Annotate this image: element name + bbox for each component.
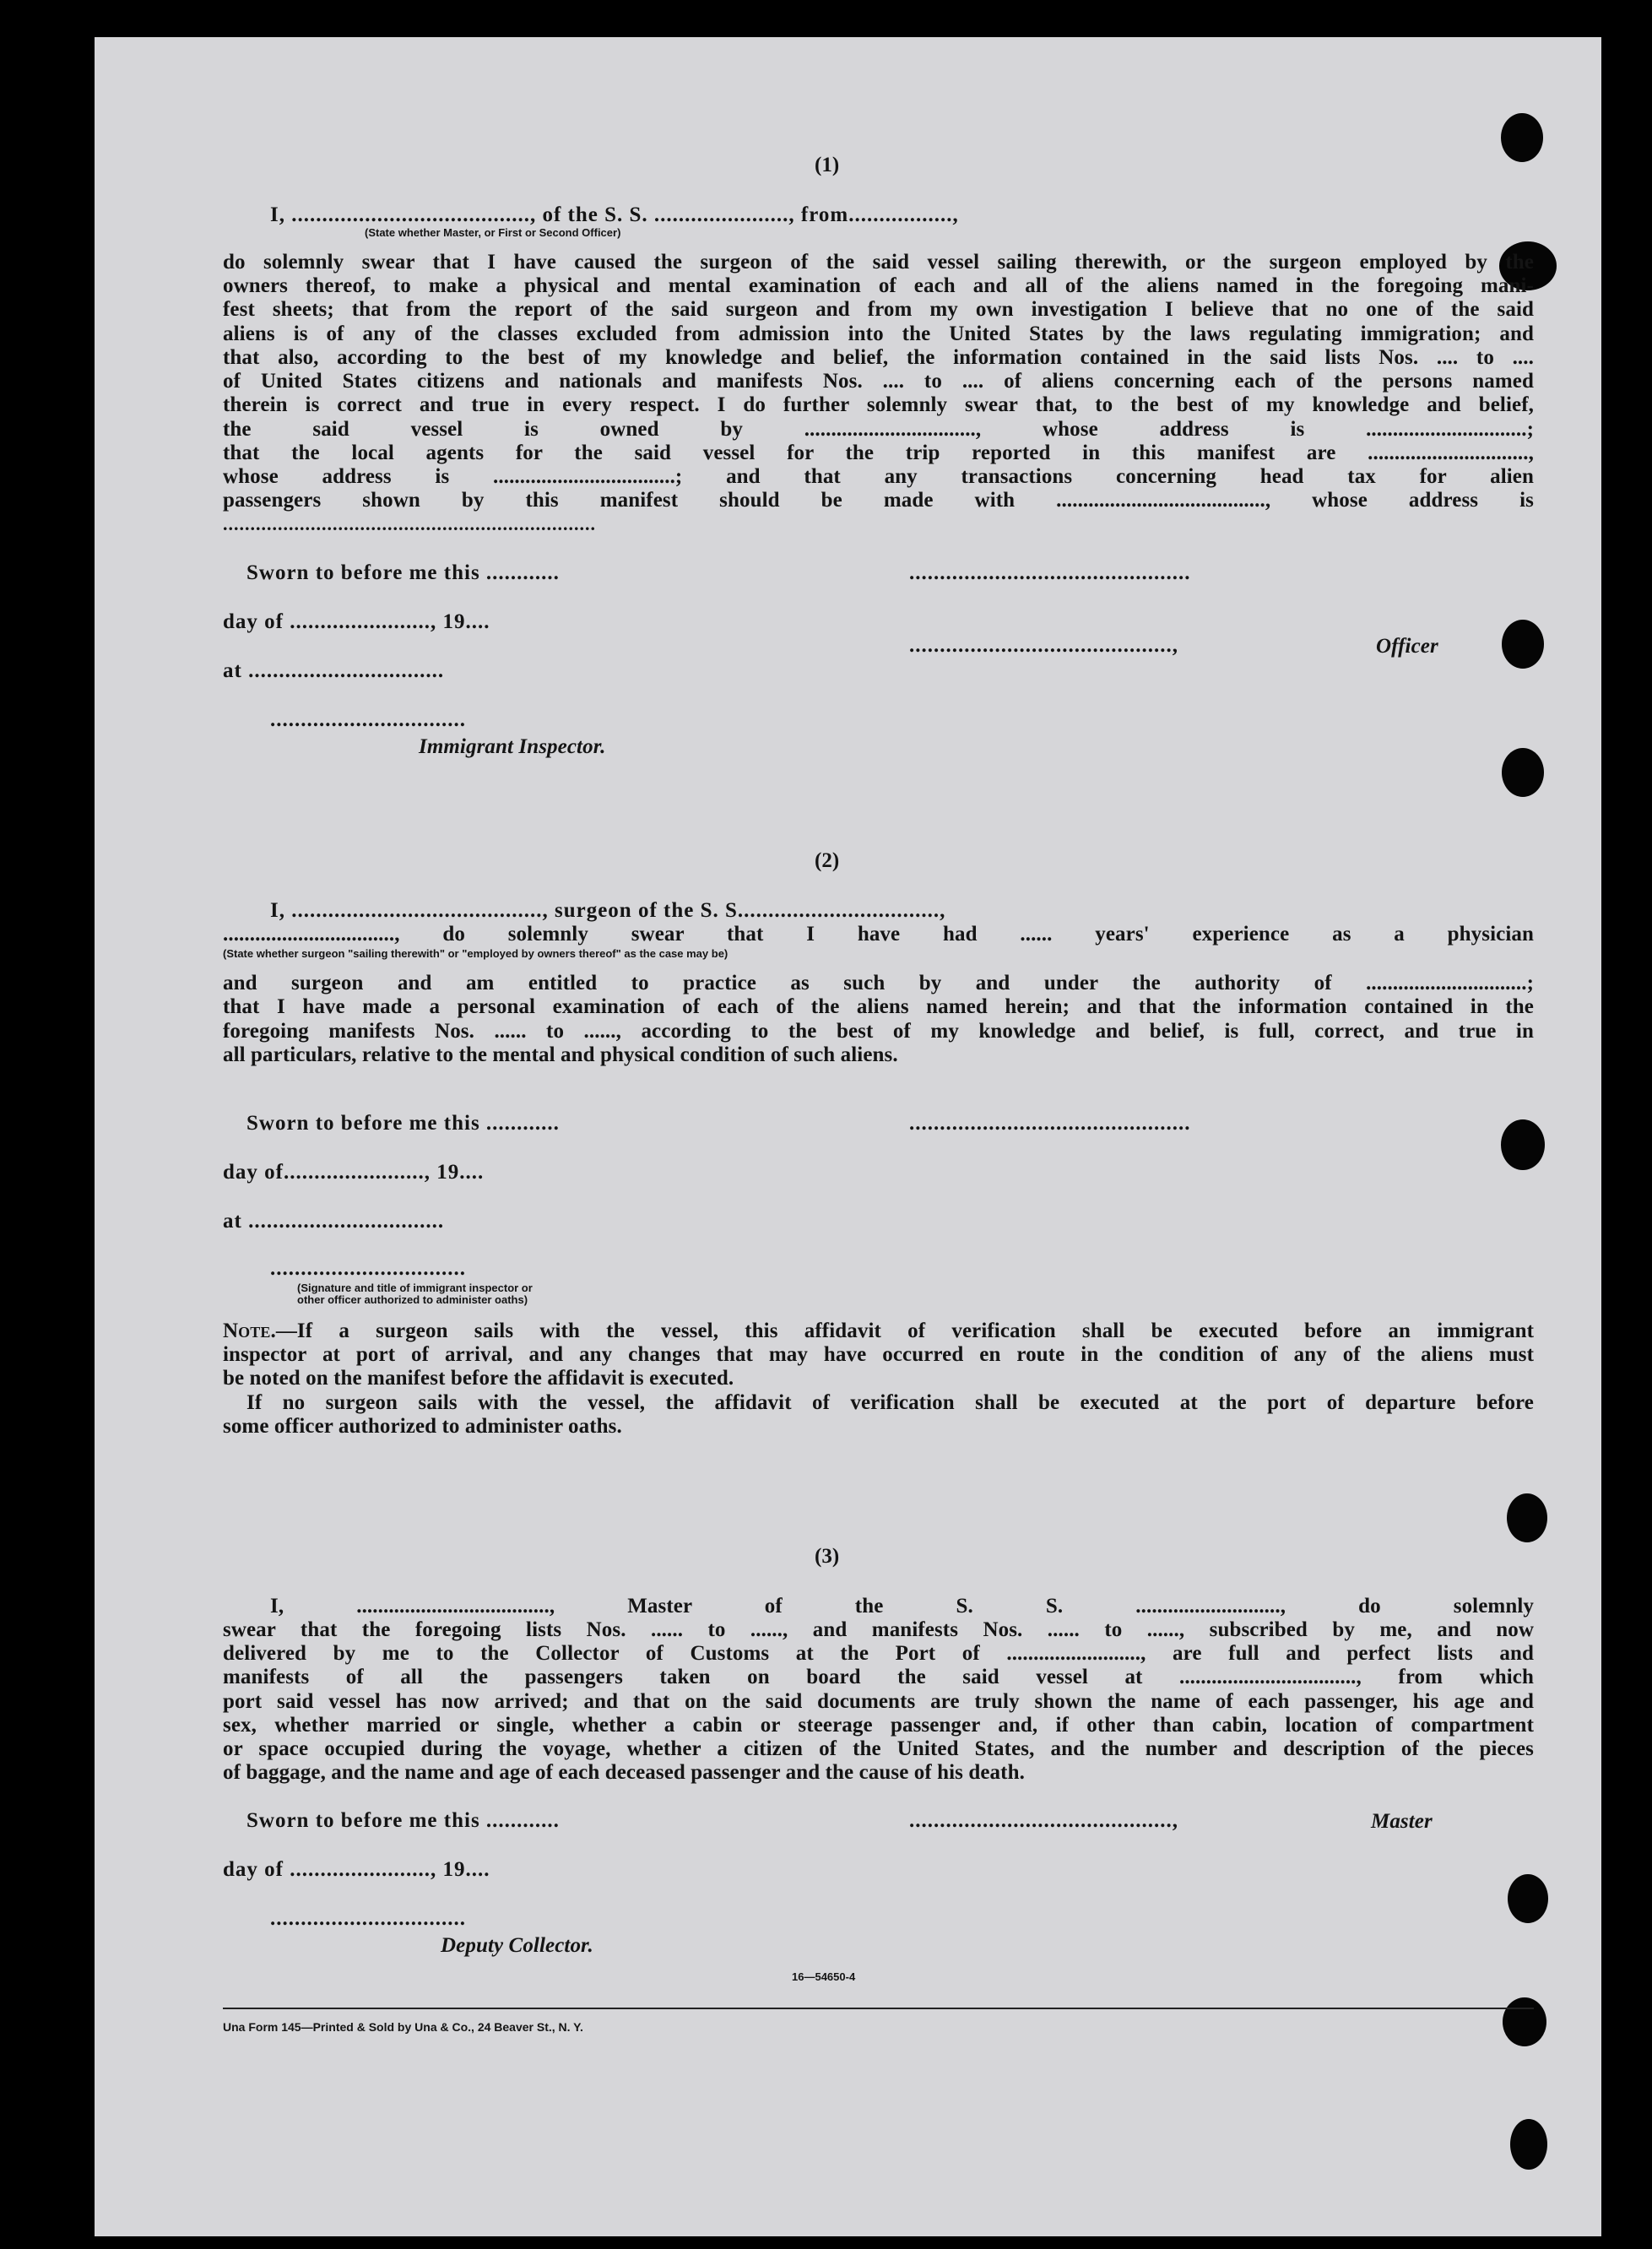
section-1-sworn: Sworn to before me this ............: [246, 561, 560, 584]
section-1-officer-dots: ...........................................,: [909, 634, 1178, 657]
body-line: do solemnly swear that I have caused the surgeon of the said vessel sailing therewith, or the surgeon employed by the: [223, 251, 1534, 274]
body-line: of baggage, and the name and age of each deceased passenger and the cause of his death.: [223, 1761, 1025, 1784]
section-1-number: (1): [815, 154, 840, 176]
body-line: ....................................................................: [223, 513, 596, 534]
body-line: passengers shown by this manifest should be made with ......................................., whose address is: [223, 489, 1534, 512]
section-2-surgeon-note: (State whether surgeon "sailing therewith" or "employed by owners thereof" as the case may be): [223, 947, 729, 960]
note-line: [223, 1319, 1534, 1343]
body-line: that also, according to the best of my knowledge and belief, the information contained in the said lists Nos. .... to ....: [223, 346, 1534, 369]
binder-hole: [1508, 1874, 1548, 1923]
section-2-sworn: Sworn to before me this ............: [246, 1112, 560, 1135]
note-line: If no surgeon sails with the vessel, the affidavit of verification shall be executed at the port of departure before: [246, 1391, 1534, 1414]
section-3-number: (3): [815, 1545, 840, 1568]
binder-hole: [1503, 1997, 1546, 2046]
section-1-master-note: (State whether Master, or First or Second Officer): [365, 226, 621, 239]
binder-hole: [1507, 1493, 1547, 1542]
body-line: and surgeon and am entitled to practice as such by and under the authority of ..............................;: [223, 972, 1534, 994]
section-2-day: day of......................., 19....: [223, 1161, 485, 1184]
section-3-sworn: Sworn to before me this ............: [246, 1809, 560, 1832]
manifest-page: [95, 37, 1601, 2236]
body-line: port said vessel has now arrived; and that on the said documents are truly shown the name of each passenger, his age and: [223, 1690, 1534, 1713]
body-line: fest sheets; that from the report of the said surgeon and from my own investigation I believe that no one of the said: [223, 298, 1534, 321]
section-1-officer-label: Officer: [1376, 635, 1438, 658]
section-2-at: at ................................: [223, 1210, 445, 1233]
section-1-line-1: I, ......................................., of the S. S. ......................, from.................,: [270, 203, 959, 226]
section-3-collector-label: Deputy Collector.: [441, 1934, 593, 1957]
section-3-master-label: Master: [1371, 1810, 1433, 1833]
note-text: —If a surgeon sails with the vessel, this affidavit of verification shall be executed before an immigrant: [275, 1320, 1534, 1342]
body-line: owners thereof, to make a physical and mental examination of each and all of the aliens named in the foregoing mani-: [223, 274, 1534, 297]
section-1-inspector-label: Immigrant Inspector.: [419, 735, 606, 758]
section-3-line-1: I, ...................................., Master of the S. S. ..........................., do solemnly: [270, 1595, 1534, 1618]
section-1-signature-dots: ..............................................: [909, 561, 1191, 584]
binder-hole: [1510, 2119, 1547, 2170]
section-2-signature-note: (Signature and title of immigrant inspector or: [297, 1282, 533, 1294]
section-3-collector-dots: ................................: [270, 1907, 466, 1930]
section-1-day: day of ......................., 19....: [223, 610, 490, 633]
body-line: delivered by me to the Collector of Customs at the Port of ........................., are full and perfect lists and: [223, 1642, 1534, 1665]
body-line: aliens is of any of the classes excluded from admission into the United States by the laws regulating immigration; and: [223, 322, 1534, 345]
binder-hole: [1501, 113, 1543, 162]
section-2-signature-note: other officer authorized to administer oaths): [297, 1293, 528, 1306]
footer-rule: [223, 2008, 1534, 2009]
body-line: therein is correct and true in every respect. I do further solemnly swear that, to the best of my knowledge and belief,: [223, 393, 1534, 416]
body-line: or space occupied during the voyage, whether a citizen of the United States, and the number and description of the pieces: [223, 1737, 1534, 1760]
body-line: foregoing manifests Nos. ...... to ......, according to the best of my knowledge and belief, is full, correct, and true in: [223, 1020, 1534, 1043]
section-2-number: (2): [815, 849, 840, 872]
section-2-signature-line: ................................: [270, 1257, 466, 1280]
body-line: sex, whether married or single, whether a cabin or steerage passenger and, if other than cabin, location of compartment: [223, 1714, 1534, 1737]
body-line: whose address is ..................................; and that any transactions concerning head tax for alien: [223, 465, 1534, 488]
body-line: of United States citizens and nationals and manifests Nos. .... to .... of aliens concerning each of the persons named: [223, 370, 1534, 393]
section-1-inspector-dots: ................................: [270, 708, 466, 731]
note-line: some officer authorized to administer oaths.: [223, 1415, 622, 1438]
note-line: inspector at port of arrival, and any changes that may have occurred en route in the condition of any of the aliens must: [223, 1343, 1534, 1366]
body-line: that I have made a personal examination of each of the aliens named herein; and that the information contained in the: [223, 995, 1534, 1018]
body-line: all particulars, relative to the mental and physical condition of such aliens.: [223, 1043, 898, 1066]
section-3-master-dots: ...........................................,: [909, 1809, 1178, 1832]
body-line: swear that the foregoing lists Nos. ...... to ......, and manifests Nos. ...... to ......, subscribed by me, and now: [223, 1618, 1534, 1641]
binder-hole: [1502, 748, 1544, 797]
body-line: manifests of all the passengers taken on board the said vessel at ................................., from which: [223, 1666, 1534, 1688]
section-1-at: at ................................: [223, 659, 445, 682]
section-2-line-1: I, ........................................., surgeon of the S. S.................................,: [270, 899, 946, 922]
body-line: the said vessel is owned by ................................, whose address is ..............................;: [223, 418, 1534, 441]
form-number: 16—54650-4: [792, 1970, 856, 1983]
footer-imprint: Una Form 145—Printed & Sold by Una & Co., 24 Beaver St., N. Y.: [223, 2020, 583, 2034]
section-2-line-2: ................................, do solemnly swear that I have had ...... years' experience as a physician: [223, 923, 1534, 946]
note-label: Note.: [223, 1320, 276, 1342]
binder-hole: [1502, 620, 1544, 669]
body-line: that the local agents for the said vessel for the trip reported in this manifest are ..............................,: [223, 442, 1534, 464]
binder-hole: [1501, 1119, 1545, 1170]
section-2-signature-dots: ..............................................: [909, 1112, 1191, 1135]
section-3-day: day of ......................., 19....: [223, 1858, 490, 1881]
note-line: be noted on the manifest before the affidavit is executed.: [223, 1367, 734, 1390]
